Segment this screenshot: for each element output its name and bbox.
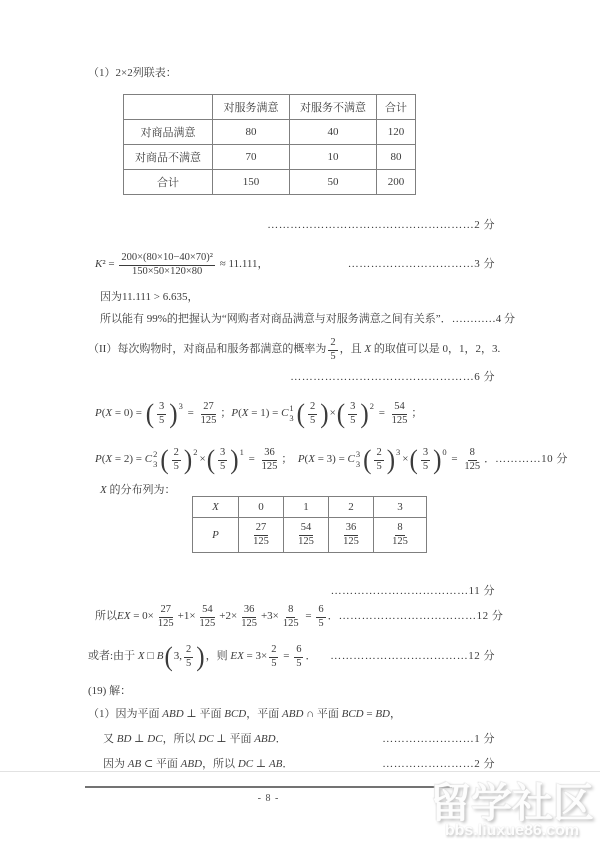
table-cell: 1 xyxy=(284,497,329,518)
score-mark-2fen-p19: ……………………2 分 xyxy=(382,758,495,771)
probability-fraction: $\frac{8}{125}$ xyxy=(392,522,408,547)
table-header-cell xyxy=(124,95,213,120)
prob-line-01 xyxy=(88,395,495,433)
prob-formula-23: P ( X = 2) = C 2 3 ( $\frac{2}{5}$ ) 2 × ( $\frac{3}{5}$ ) 1 = $\frac{36}{125}$ ； P ( X = 3) = C 3 3 ( $\frac{2}{5}$ ) 3 × ( $\frac{3}{5}$ ) 0 = $\frac{8}{125}$ ． xyxy=(95,445,496,475)
prob-label-cell: P xyxy=(193,518,239,553)
score-mark-10fen: …………10 分 xyxy=(495,453,568,466)
table-cell: 200 xyxy=(377,170,416,195)
score-line-2fen xyxy=(88,219,495,233)
page-number: - 8 - xyxy=(257,793,280,804)
scan-artifact-line xyxy=(0,771,600,772)
table-cell: 3 xyxy=(374,497,427,518)
probability-fraction: $\frac{27}{125}$ xyxy=(253,522,269,547)
problem19-heading-row xyxy=(88,684,495,700)
problem19-step1: （1）因为平面 ABD ⊥ 平面 BCD ，平面 ABD ∩ 平面 BCD = BD ， xyxy=(88,708,401,721)
conclusion-99-text: 所以能有 99%的把握认为“网购者对商品满意与对服务满意之间有关系”． …………4 分 xyxy=(100,313,515,326)
table-cell: 70 xyxy=(213,145,290,170)
problem19-step3: 因为 AB ⊂ 平面 ABD ，所以 DC ⊥ AB ． xyxy=(103,758,294,771)
conclusion-99-row xyxy=(88,312,515,328)
part2-intro-text: （II）每次购物时，对商品和服务都满意的概率为 $\frac{2}{5}$ ，且 X 的取值可以是 0，1，2，3. xyxy=(88,337,501,362)
problem19-step1-row xyxy=(88,707,495,723)
k2-formula-row xyxy=(88,243,495,287)
row-label-cell: 合计 xyxy=(124,170,213,195)
prob-cell xyxy=(284,518,329,553)
section1-heading-row xyxy=(88,66,495,82)
row-label-cell: 对商品不满意 xyxy=(124,145,213,170)
prob-cell xyxy=(329,518,374,553)
watermark-logo xyxy=(424,782,600,840)
k2-formula: K ² = $\frac{\text{200×(80×10−40×70)²}}{150\times 50\times 120\times 80}$ ≈ 11.111， xyxy=(95,252,269,277)
expectation-formula: 所以 EX = 0× $\frac{27}{125}$ +1× $\frac{54}{125}$ +2× $\frac{36}{125}$ +3× $\frac{8}{125}$ = $\frac{6}{5}$ ． xyxy=(95,604,339,629)
distribution-probs-row xyxy=(193,518,427,553)
probability-fraction: $\frac{36}{125}$ xyxy=(343,522,359,547)
table-row xyxy=(124,170,416,195)
score-mark-12fen: ………………………………12 分 xyxy=(338,610,504,623)
prob-line-23 xyxy=(88,441,568,479)
score-line-6fen xyxy=(88,371,495,385)
table-cell: 2 xyxy=(329,497,374,518)
probability-fraction: $\frac{54}{125}$ xyxy=(298,522,314,547)
distribution-label: X 的分布列为： xyxy=(100,484,176,497)
watermark-url: bbs.liuxue86.com xyxy=(444,822,580,840)
because-text: 因为11.111 > 6.635， xyxy=(100,291,199,304)
table-header-cell: 对服务不满意 xyxy=(290,95,377,120)
table-cell: 50 xyxy=(290,170,377,195)
because-row xyxy=(88,290,495,306)
prob-cell xyxy=(374,518,427,553)
score-mark-1fen: ……………………1 分 xyxy=(382,733,495,746)
table-cell: 120 xyxy=(377,120,416,145)
table-cell: 0 xyxy=(239,497,284,518)
score-mark-6fen: …………………………………………6 分 xyxy=(290,371,495,384)
prob-formula-01: P ( X = 0) = ( $\frac{3}{5}$ ) 3 = $\frac{27}{125}$ ； P ( X = 1) = C 1 3 ( $\frac{2}{5}$ ) × ( $\frac{3}{5}$ ) 2 = $\frac{54}{125}$ ； xyxy=(95,399,423,429)
footer-rule xyxy=(85,786,452,788)
alternative-expectation-row xyxy=(88,635,495,679)
table-cell: 40 xyxy=(290,120,377,145)
distribution-table xyxy=(192,496,427,553)
row-label-cell: 对商品满意 xyxy=(124,120,213,145)
score-mark-12fen-alt: ………………………………12 分 xyxy=(330,650,495,663)
contingency-table xyxy=(123,94,416,195)
table-cell: 150 xyxy=(213,170,290,195)
part2-intro-row xyxy=(88,335,501,365)
table-row xyxy=(124,120,416,145)
distribution-values-row xyxy=(193,497,427,518)
table-cell: 80 xyxy=(213,120,290,145)
score-mark-3fen: ……………………………3 分 xyxy=(347,258,495,271)
table-row xyxy=(124,145,416,170)
alternative-expectation-formula: 或者:由于 X □ B ( 3, $\frac{2}{5}$ ) ，则 EX = 3× $\frac{2}{5}$ = $\frac{6}{5}$ ． xyxy=(88,642,317,672)
score-mark-2fen: ………………………………………………2 分 xyxy=(267,219,495,232)
score-mark-11fen: ………………………………11 分 xyxy=(330,585,495,598)
variable-label-cell: X xyxy=(193,497,239,518)
section1-heading: （1）2×2列联表： xyxy=(88,67,177,80)
expectation-row xyxy=(88,597,504,637)
problem19-heading: (19) 解： xyxy=(88,685,132,698)
prob-cell xyxy=(239,518,284,553)
problem19-step2: 又 BD ⊥ DC ，所以 DC ⊥ 平面 ABD ． xyxy=(103,733,287,746)
table-cell: 10 xyxy=(290,145,377,170)
table-cell: 80 xyxy=(377,145,416,170)
table-header-cell: 合计 xyxy=(377,95,416,120)
table-header-cell: 对服务满意 xyxy=(213,95,290,120)
contingency-header-row xyxy=(124,95,416,120)
watermark-title: 留学社区 xyxy=(430,780,594,826)
problem19-step2-row xyxy=(88,732,495,748)
